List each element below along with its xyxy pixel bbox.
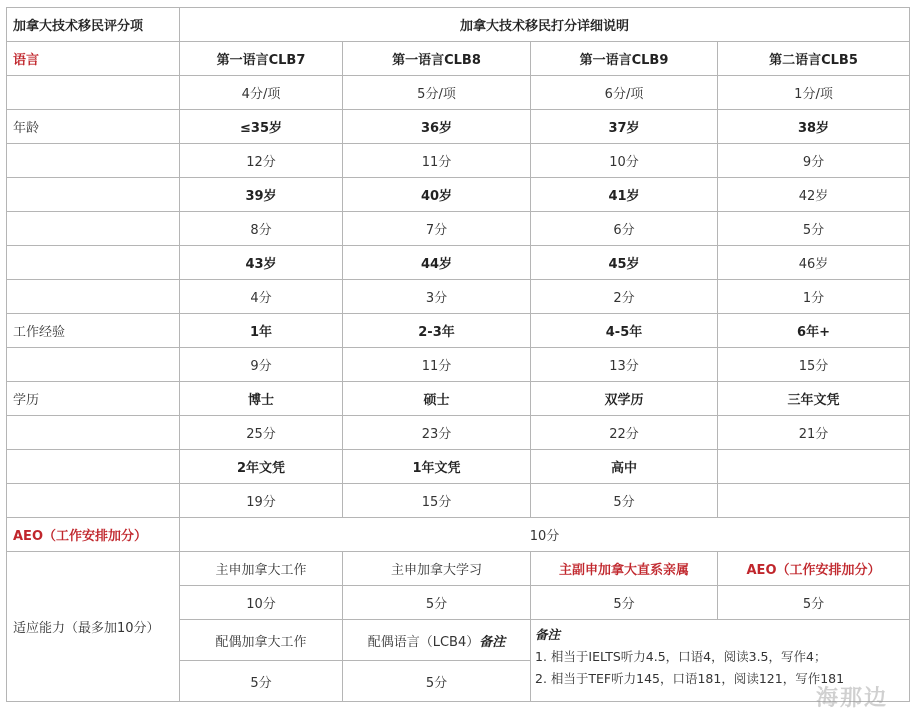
work-points: 15分	[718, 348, 910, 382]
adapt-label: 适应能力（最多加10分）	[7, 552, 180, 702]
age-value: 43岁	[180, 246, 343, 280]
education-points: 22分	[531, 416, 718, 450]
work-years: 2-3年	[343, 314, 531, 348]
age-points: 4分	[180, 280, 343, 314]
language-header: 第一语言CLB7	[180, 42, 343, 76]
age-points: 10分	[531, 144, 718, 178]
work-years: 4-5年	[531, 314, 718, 348]
adapt-points: 5分	[343, 586, 531, 620]
education-level: 高中	[531, 450, 718, 484]
adapt-points: 5分	[718, 586, 910, 620]
language-points-row	[7, 76, 910, 110]
age-points: 3分	[343, 280, 531, 314]
work-label: 工作经验	[7, 314, 180, 348]
title-right: 加拿大技术移民打分详细说明	[180, 8, 910, 42]
education-points: 15分	[343, 484, 531, 518]
education-level: 博士	[180, 382, 343, 416]
age-value: 46岁	[718, 246, 910, 280]
adapt-item: 主申加拿大工作	[180, 552, 343, 586]
language-points: 1分/项	[718, 76, 910, 110]
title-row	[7, 8, 910, 42]
adapt-item: 主副申加拿大直系亲属	[531, 552, 718, 586]
education-points: 25分	[180, 416, 343, 450]
age-value: 40岁	[343, 178, 531, 212]
title-left: 加拿大技术移民评分项	[7, 8, 180, 42]
points-table	[6, 7, 910, 702]
age-value: 39岁	[180, 178, 343, 212]
language-header: 第一语言CLB8	[343, 42, 531, 76]
note-line: 1. 相当于IELTS听力4.5，口语4，阅读3.5，写作4；	[535, 649, 827, 664]
language-points: 6分/项	[531, 76, 718, 110]
work-row	[7, 314, 910, 348]
education-points: 19分	[180, 484, 343, 518]
adapt-points: 10分	[180, 586, 343, 620]
aeo-row	[7, 518, 910, 552]
education-level: 双学历	[531, 382, 718, 416]
age-points: 8分	[180, 212, 343, 246]
work-points: 9分	[180, 348, 343, 382]
adapt-item: 配偶加拿大工作	[180, 620, 343, 661]
adapt-item	[343, 620, 531, 661]
adapt-row	[7, 552, 910, 586]
age-points: 11分	[343, 144, 531, 178]
age-value: ≤35岁	[180, 110, 343, 144]
age-value: 37岁	[531, 110, 718, 144]
language-points: 4分/项	[180, 76, 343, 110]
education-points: 23分	[343, 416, 531, 450]
education-level: 三年文凭	[718, 382, 910, 416]
work-years: 6年+	[718, 314, 910, 348]
work-points: 11分	[343, 348, 531, 382]
age-points-row	[7, 212, 910, 246]
education-points-row	[7, 416, 910, 450]
age-value: 44岁	[343, 246, 531, 280]
age-row	[7, 110, 910, 144]
aeo-label: AEO（工作安排加分）	[7, 518, 180, 552]
age-points: 1分	[718, 280, 910, 314]
education-points: 5分	[531, 484, 718, 518]
note-title: 备注	[535, 627, 561, 642]
education-level: 1年文凭	[343, 450, 531, 484]
age-points: 5分	[718, 212, 910, 246]
age-points-row	[7, 144, 910, 178]
aeo-points: 10分	[180, 518, 910, 552]
language-header-row	[7, 42, 910, 76]
language-header: 第一语言CLB9	[531, 42, 718, 76]
adapt-item: 主申加拿大学习	[343, 552, 531, 586]
education-row	[7, 450, 910, 484]
age-value: 38岁	[718, 110, 910, 144]
language-points: 5分/项	[343, 76, 531, 110]
age-points: 12分	[180, 144, 343, 178]
note-line: 2. 相当于TEF听力145，口语181，阅读121，写作181	[535, 671, 845, 686]
language-label: 语言	[7, 42, 180, 76]
work-points-row	[7, 348, 910, 382]
language-header: 第二语言CLB5	[718, 42, 910, 76]
age-label: 年龄	[7, 110, 180, 144]
education-level: 2年文凭	[180, 450, 343, 484]
adapt-points: 5分	[180, 661, 343, 702]
age-value: 36岁	[343, 110, 531, 144]
age-points: 9分	[718, 144, 910, 178]
age-value: 42岁	[718, 178, 910, 212]
age-points: 2分	[531, 280, 718, 314]
education-label: 学历	[7, 382, 180, 416]
watermark: 海那边	[815, 686, 888, 711]
age-value: 41岁	[531, 178, 718, 212]
age-points: 6分	[531, 212, 718, 246]
adapt-points: 5分	[343, 661, 531, 702]
work-years: 1年	[180, 314, 343, 348]
work-points: 13分	[531, 348, 718, 382]
age-value: 45岁	[531, 246, 718, 280]
age-points: 7分	[343, 212, 531, 246]
age-points-row	[7, 280, 910, 314]
education-points-row	[7, 484, 910, 518]
education-points: 21分	[718, 416, 910, 450]
adapt-points: 5分	[531, 586, 718, 620]
education-row	[7, 382, 910, 416]
spouse-language-note-mark: 备注	[479, 634, 506, 650]
adapt-item: AEO（工作安排加分）	[718, 552, 910, 586]
age-row	[7, 178, 910, 212]
age-row	[7, 246, 910, 280]
spouse-language: 配偶语言（LCB4）	[367, 634, 480, 650]
education-level: 硕士	[343, 382, 531, 416]
